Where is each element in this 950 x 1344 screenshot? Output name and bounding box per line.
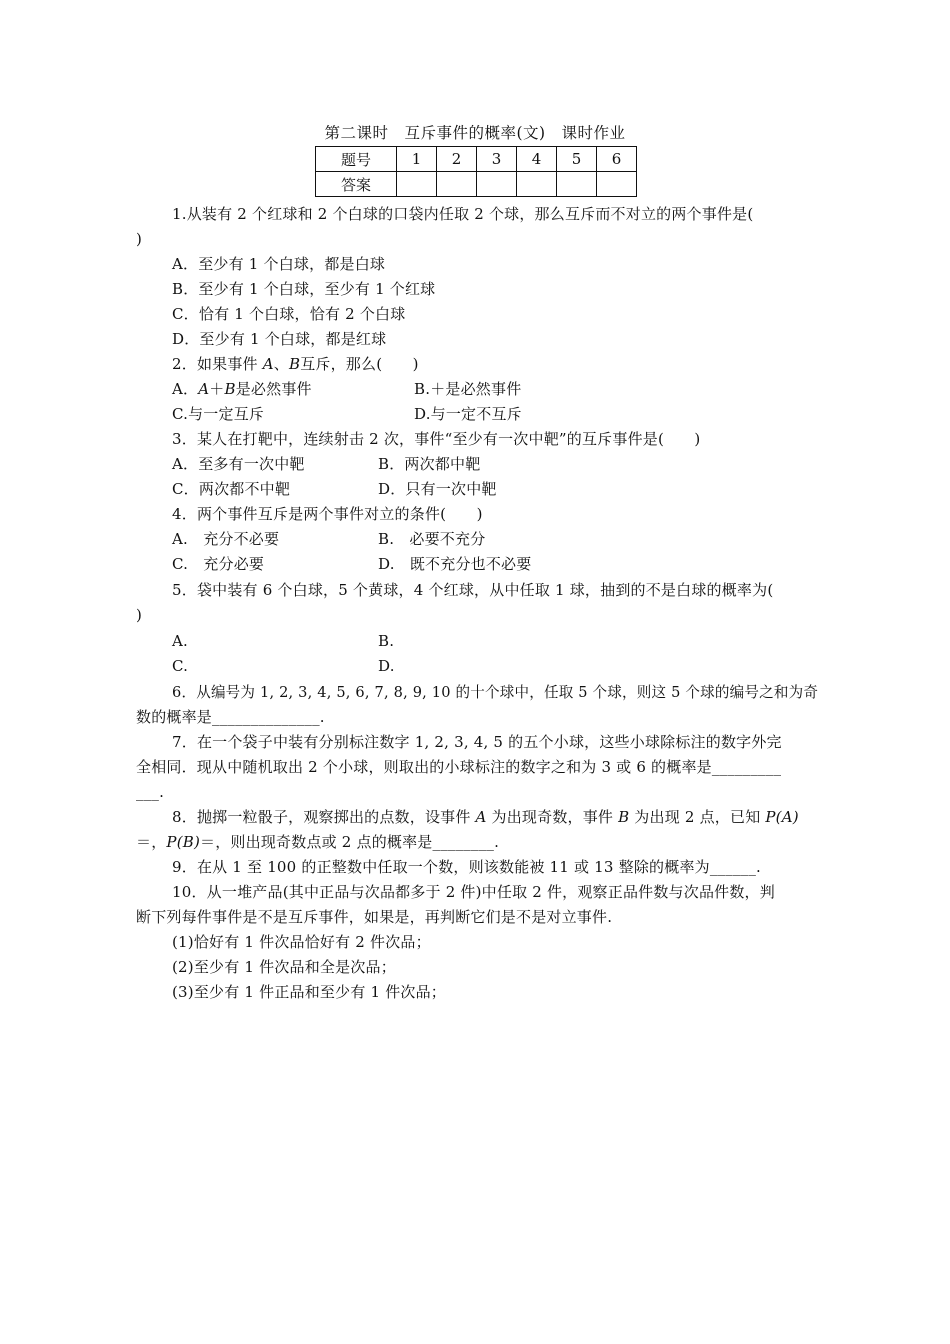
answer-cell[interactable] [397,172,437,197]
answer-cell[interactable] [597,172,637,197]
question-2-stem [172,354,419,374]
event-b-symbol: B [618,808,630,826]
answer-table [315,146,637,197]
event-a-symbol: A [262,355,274,373]
question-2-option-a [172,379,312,399]
question-8-text: 为出现 2 点，已知 [629,808,766,826]
question-7-line-2: 全相同．现从中随机取出 2 个小球，则取出的小球标注的数字之和为 3 或 6 的概率是_________ [136,758,782,776]
answer-table-number-row [316,147,637,172]
question-1-option-a: A．至少有 1 个白球，都是白球 [172,255,386,273]
question-4-option-a: A. 充分不必要 [172,530,280,548]
question-8-text: 8．抛掷一粒骰子，观察掷出的点数，设事件 [172,808,476,826]
question-10-sub-2: (2)至少有 1 件次品和全是次品； [172,958,396,976]
question-1-option-b: B．至少有 1 个白球，至少有 1 个红球 [172,280,436,298]
answer-table-number: 2 [437,147,477,172]
question-1-option-c: C．恰有 1 个白球，恰有 2 个白球 [172,305,406,323]
answer-cell[interactable] [437,172,477,197]
question-6-line-2: 数的概率是______________. [136,708,325,726]
question-2-option-b: B.＋是必然事件 [414,380,522,398]
event-a-symbol: A [198,380,210,398]
answer-table-answer-row [316,172,637,197]
question-10-line-1: 10．从一堆产品(其中正品与次品都多于 2 件)中任取 2 件，观察正品件数与次品件数，判 [172,883,775,901]
event-a-symbol: A [475,808,487,826]
question-8-text: ＝，则出现奇数点或 2 点的概率是________. [200,833,500,851]
question-3-option-b: B．两次都中靶 [378,455,481,473]
answer-table-number: 3 [477,147,517,172]
option-a-text: 是必然事件 [235,380,312,398]
probability-a-symbol: P(A) [765,808,799,826]
answer-cell[interactable] [557,172,597,197]
event-b-symbol: B [288,355,301,373]
question-3-stem: 3．某人在打靶中，连续射击 2 次，事件“至少有一次中靶”的互斥事件是( ) [172,430,701,448]
answer-cell[interactable] [477,172,517,197]
question-4-option-c: C. 充分必要 [172,555,265,573]
question-1-stem: 1.从装有 2 个红球和 2 个白球的口袋内任取 2 个球，那么互斥而不对立的两个事件是( [172,205,754,223]
question-10-sub-1: (1)恰好有 1 件次品恰好有 2 件次品； [172,933,431,951]
question-3-option-d: D．只有一次中靶 [378,480,497,498]
answer-table-number: 1 [397,147,437,172]
option-a-label: A． [172,380,199,398]
plus-sign: ＋ [209,380,225,398]
question-4-stem: 4．两个事件互斥是两个事件对立的条件( ) [172,505,483,523]
answer-cell[interactable] [517,172,557,197]
question-9-line: 9．在从 1 至 100 的正整数中任取一个数，则该数能被 11 或 13 整除的概率为______. [172,858,762,876]
answer-table-number: 6 [597,147,637,172]
question-4-option-b: B. 必要不充分 [378,530,486,548]
question-5-stem: 5．袋中装有 6 个白球，5 个黄球，4 个红球，从中任取 1 球，抽到的不是白球的概率为( [172,581,774,599]
page-title: 第二课时 互斥事件的概率(文) 课时作业 [324,124,626,142]
answer-table-number: 4 [517,147,557,172]
probability-b-symbol: P(B) [166,833,201,851]
question-8-line-2 [136,832,499,852]
event-b-symbol: B [224,380,236,398]
question-6-line-1: 6．从编号为 1, 2, 3, 4, 5, 6, 7, 8, 9, 10 的十个球中，任取 5 个球，则这 5 个球的编号之和为奇 [172,683,819,701]
question-5-option-a: A. [172,632,189,650]
question-8-line-1 [172,807,799,827]
question-2-separator: 、 [273,355,289,373]
question-5-option-c: C. [172,657,189,675]
answer-table-answer-header: 答案 [316,172,397,197]
question-5-option-b: B. [378,632,395,650]
question-10-sub-3: (3)至少有 1 件正品和至少有 1 件次品； [172,983,447,1001]
answer-table-number-header: 题号 [316,147,397,172]
question-2-stem-post: 互斥，那么( ) [300,355,419,373]
question-2-option-d: D.与一定不互斥 [414,405,522,423]
question-5-stem-cont: ) [136,606,143,624]
question-4-option-d: D. 既不充分也不必要 [378,555,532,573]
question-7-line-3: ___. [136,783,165,801]
question-1-stem-cont: ) [136,230,143,248]
question-7-line-1: 7．在一个袋子中装有分别标注数字 1, 2, 3, 4, 5 的五个小球，这些小球除标注的数字外完 [172,733,782,751]
question-8-text: ＝， [136,833,167,851]
question-2-stem-pre: 2．如果事件 [172,355,263,373]
question-8-text: 为出现奇数，事件 [486,808,619,826]
question-10-line-2: 断下列每件事件是不是互斥事件，如果是，再判断它们是不是对立事件. [136,908,613,926]
answer-table-number: 5 [557,147,597,172]
question-3-option-a: A．至多有一次中靶 [172,455,305,473]
question-3-option-c: C．两次都不中靶 [172,480,291,498]
question-5-option-d: D. [378,657,395,675]
question-1-option-d: D．至少有 1 个白球，都是红球 [172,330,387,348]
question-2-option-c: C.与一定互斥 [172,405,265,423]
